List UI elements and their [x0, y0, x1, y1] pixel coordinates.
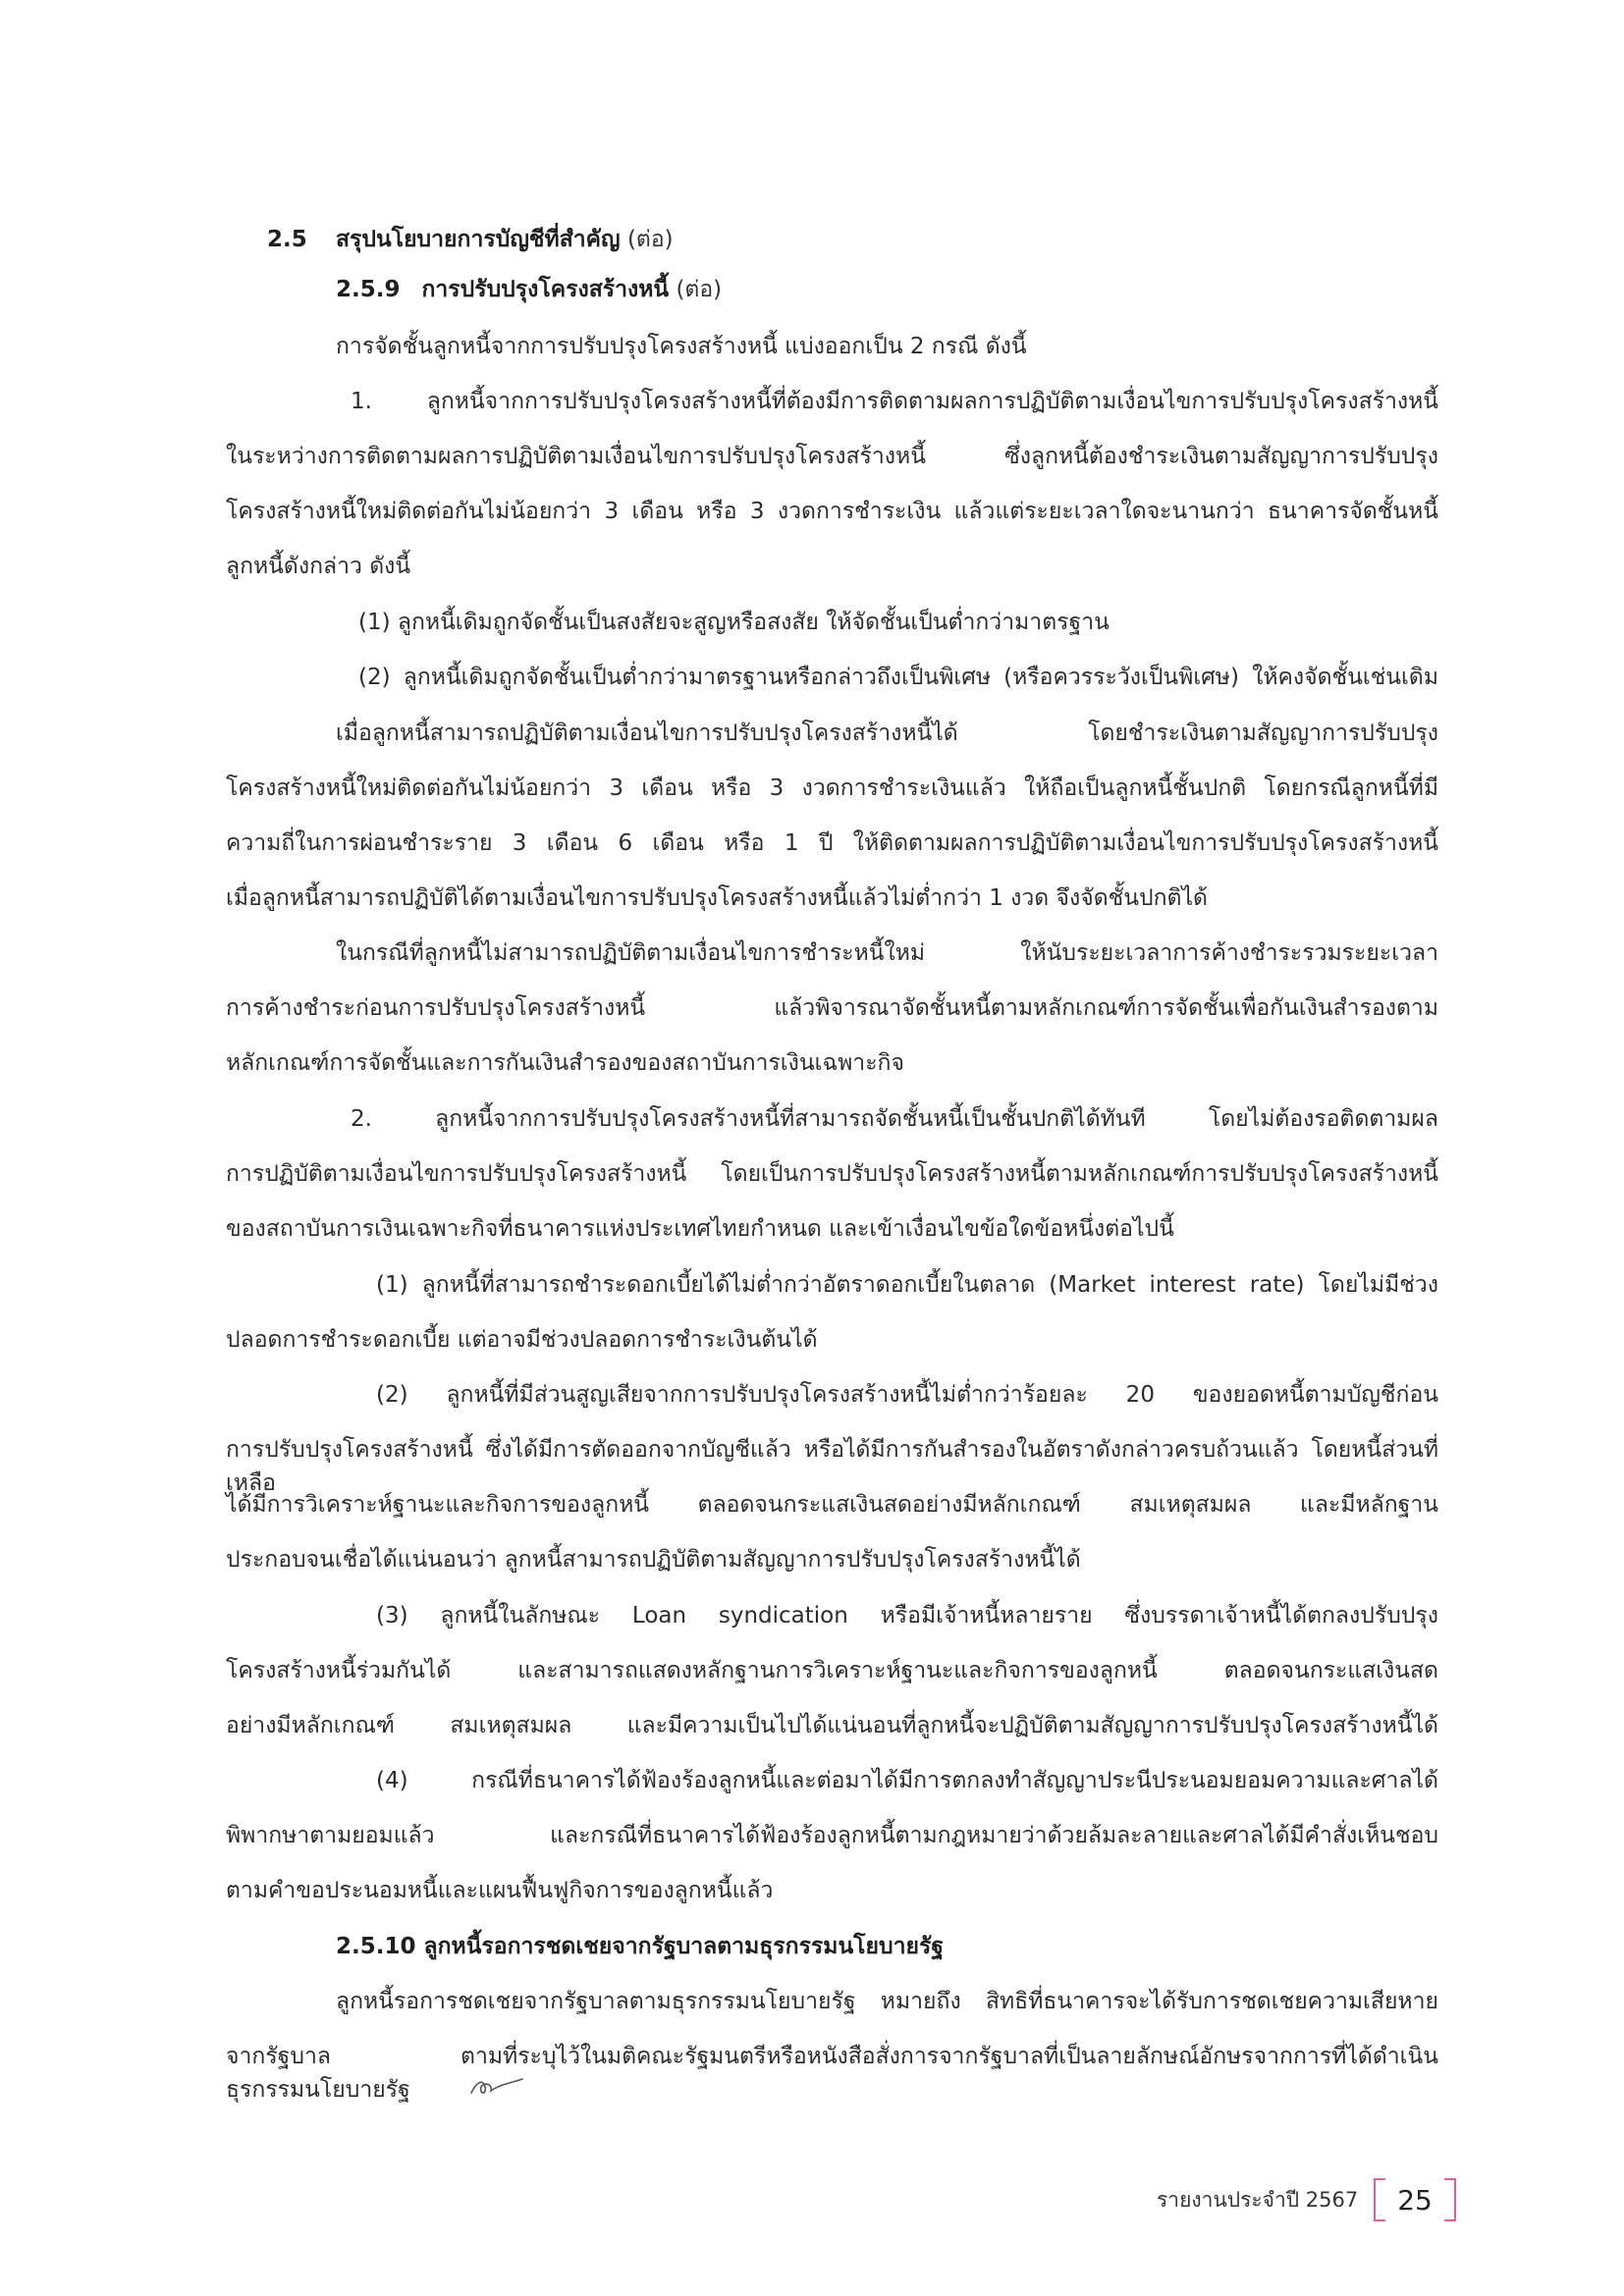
section-heading — [267, 223, 307, 256]
case1-other-line: ในกรณีที่ลูกหนี้ไม่สามารถปฏิบัติตามเงื่อนไขการชำระหนี้ใหม่ ให้นับระยะเวลาการค้างชำระรวมระยะเวลา — [336, 940, 1438, 966]
section-title: สรุปนโยบายการบัญชีที่สำคัญ — [336, 227, 621, 252]
section-2-5-10-line: ธุรกรรมนโยบายรัฐ — [226, 2077, 410, 2103]
case2-line: การปฏิบัติตามเงื่อนไขการปรับปรุงโครงสร้างหนี้ โดยเป็นการปรับปรุงโครงสร้างหนี้ตามหลักเกณฑ์การปรับปรุงโครงสร้างหนี้ — [226, 1161, 1438, 1187]
case1-item1: (1) ลูกหนี้เดิมถูกจัดชั้นเป็นสงสัยจะสูญหรือสงสัย ให้จัดชั้นเป็นต่ำกว่ามาตรฐาน — [358, 610, 1110, 635]
case1-line: ในระหว่างการติดตามผลการปฏิบัติตามเงื่อนไขการปรับปรุงโครงสร้างหนี้ ซึ่งลูกหนี้ต้องชำระเงินตามสัญญาการปรับปรุง — [226, 444, 1438, 469]
case1-item2-line: ความถี่ในการผ่อนชำระราย 3 เดือน 6 เดือน หรือ 1 ปี ให้ติดตามผลการปฏิบัติตามเงื่อนไขการปรับปรุงโครงสร้างหนี้ — [226, 830, 1438, 856]
case2-item3-line: อย่างมีหลักเกณฑ์ สมเหตุสมผล และมีความเป็นไปได้แน่นอนที่ลูกหนี้จะปฏิบัติตามสัญญาการปรับปรุงโครงสร้างหนี้ได้ — [226, 1713, 1438, 1738]
subsection-suffix: (ต่อ) — [676, 277, 723, 302]
case2-item1-line: (1) ลูกหนี้ที่สามารถชำระดอกเบี้ยได้ไม่ต่ำกว่าอัตราดอกเบี้ยในตลาด (Market interest rate) โดยไม่มีช่วง — [376, 1272, 1438, 1298]
case1-item2-line: โครงสร้างหนี้ใหม่ติดต่อกันไม่น้อยกว่า 3 เดือน หรือ 3 งวดการชำระเงินแล้ว ให้ถือเป็นลูกหนี้ชั้นปกติ โดยกรณีลูกหนี้ที่มี — [226, 775, 1438, 801]
page-footer — [1157, 2177, 1456, 2222]
case1-line: โครงสร้างหนี้ใหม่ติดต่อกันไม่น้อยกว่า 3 เดือน หรือ 3 งวดการชำระเงิน แล้วแต่ระยะเวลาใดจะนานกว่า ธนาคารจัดชั้นหนี้ — [226, 499, 1438, 524]
section-title-line — [336, 223, 674, 256]
case2-line: ของสถาบันการเงินเฉพาะกิจที่ธนาคารแห่งประเทศไทยกำหนด และเข้าเงื่อนไขข้อใดข้อหนึ่งต่อไปนี้ — [226, 1216, 1174, 1242]
intro-paragraph: การจัดชั้นลูกหนี้จากการปรับปรุงโครงสร้างหนี้ แบ่งออกเป็น 2 กรณี ดังนี้ — [336, 334, 1027, 359]
case2-item2-line: (2) ลูกหนี้ที่มีส่วนสูญเสียจากการปรับปรุงโครงสร้างหนี้ไม่ต่ำกว่าร้อยละ 20 ของยอดหนี้ตามบัญชีก่อน — [376, 1382, 1438, 1408]
case2-item4-line: (4) กรณีที่ธนาคารได้ฟ้องร้องลูกหนี้และต่อมาได้มีการตกลงทำสัญญาประนีประนอมยอมความและศาลได้ — [376, 1768, 1438, 1793]
case1-item2-line: (2) ลูกหนี้เดิมถูกจัดชั้นเป็นต่ำกว่ามาตรฐานหรือกล่าวถึงเป็นพิเศษ (หรือควรระวังเป็นพิเศษ) ให้คงจัดชั้นเช่นเดิม — [358, 665, 1438, 690]
case2-item1-line: ปลอดการชำระดอกเบี้ย แต่อาจมีช่วงปลอดการชำระเงินต้นได้ — [226, 1327, 818, 1353]
case1-item2-line: เมื่อลูกหนี้สามารถปฏิบัติได้ตามเงื่อนไขการปรับปรุงโครงสร้างหนี้แล้วไม่ต่ำกว่า 1 งวด จึงจัดชั้นปกติได้ — [226, 885, 1208, 911]
case2-item2-line: ประกอบจนเชื่อได้แน่นอนว่า ลูกหนี้สามารถปฏิบัติตามสัญญาการปรับปรุงโครงสร้างหนี้ได้ — [226, 1547, 1081, 1573]
section-2-5-10-line: ลูกหนี้รอการชดเชยจากรัฐบาลตามธุรกรรมนโยบายรัฐ หมายถึง สิทธิที่ธนาคารจะได้รับการชดเชยความเสียหาย — [336, 1989, 1438, 2014]
page-bracket-left — [1374, 2178, 1385, 2221]
case2-item2-line: ได้มีการวิเคราะห์ฐานะและกิจการของลูกหนี้ ตลอดจนกระแสเงินสดอย่างมีหลักเกณฑ์ สมเหตุสมผล และมีหลักฐาน — [226, 1492, 1438, 1518]
subsection-number: 2.5.9 — [336, 277, 401, 302]
subsection-2-5-10-number: 2.5.10 — [336, 1934, 416, 1959]
subsection-title: การปรับปรุงโครงสร้างหนี้ — [421, 277, 670, 302]
subsection-2-5-10-heading — [336, 1930, 944, 1963]
case2-item4-line: พิพากษาตามยอมแล้ว และกรณีที่ธนาคารได้ฟ้องร้องลูกหนี้ตามกฎหมายว่าด้วยล้มละลายและศาลได้มีคำสั่งเห็นชอบ — [226, 1823, 1438, 1848]
case1-line: ลูกหนี้ดังกล่าว ดังนี้ — [226, 554, 411, 579]
page-bracket-right — [1444, 2178, 1456, 2221]
signature-initial-icon — [467, 2073, 526, 2101]
section-number: 2.5 — [267, 227, 307, 252]
case2-line: 2. ลูกหนี้จากการปรับปรุงโครงสร้างหนี้ที่สามารถจัดชั้นหนี้เป็นชั้นปกติได้ทันที โดยไม่ต้องรอติดตามผล — [351, 1106, 1438, 1132]
case2-item3-line: โครงสร้างหนี้ร่วมกันได้ และสามารถแสดงหลักฐานการวิเคราะห์ฐานะและกิจการของลูกหนี้ ตลอดจนกระแสเงินสด — [226, 1658, 1438, 1683]
case1-other-line: การค้างชำระก่อนการปรับปรุงโครงสร้างหนี้ แล้วพิจารณาจัดชั้นหนี้ตามหลักเกณฑ์การจัดชั้นเพื่อกันเงินสำรองตาม — [226, 995, 1438, 1021]
page-number: 25 — [1397, 2183, 1433, 2216]
section-suffix: (ต่อ) — [626, 227, 674, 252]
case2-item3-line: (3) ลูกหนี้ในลักษณะ Loan syndication หรือมีเจ้าหนี้หลายราย ซึ่งบรรดาเจ้าหนี้ได้ตกลงปรับปรุง — [376, 1603, 1438, 1629]
subsection-heading — [336, 273, 722, 306]
case1-other-line: หลักเกณฑ์การจัดชั้นและการกันเงินสำรองของสถาบันการเงินเฉพาะกิจ — [226, 1050, 904, 1076]
section-2-5-10-line: จากรัฐบาล ตามที่ระบุไว้ในมติคณะรัฐมนตรีหรือหนังสือสั่งการจากรัฐบาลที่เป็นลายลักษณ์อักษรจากการที่ได้ดำเนิน — [226, 2044, 1438, 2069]
case1-item2-line: เมื่อลูกหนี้สามารถปฏิบัติตามเงื่อนไขการปรับปรุงโครงสร้างหนี้ได้ โดยชำระเงินตามสัญญาการปรับปรุง — [336, 721, 1438, 746]
footer-report-label: รายงานประจำปี 2567 — [1157, 2187, 1359, 2212]
case2-item4-line: ตามคำขอประนอมหนี้และแผนฟื้นฟูกิจการของลูกหนี้แล้ว — [226, 1878, 774, 1903]
case2-item2-line: การปรับปรุงโครงสร้างหนี้ ซึ่งได้มีการตัดออกจากบัญชีแล้ว หรือได้มีการกันสำรองในอัตราดังกล่าวครบถ้วนแล้ว โดยหนี้ส่วนที่เหลือ — [226, 1437, 1438, 1496]
subsection-2-5-10-title: ลูกหนี้รอการชดเชยจากรัฐบาลตามธุรกรรมนโยบายรัฐ — [423, 1934, 945, 1959]
case1-line: 1. ลูกหนี้จากการปรับปรุงโครงสร้างหนี้ที่ต้องมีการติดตามผลการปฏิบัติตามเงื่อนไขการปรับปรุงโครงสร้างหนี้ — [351, 389, 1438, 414]
